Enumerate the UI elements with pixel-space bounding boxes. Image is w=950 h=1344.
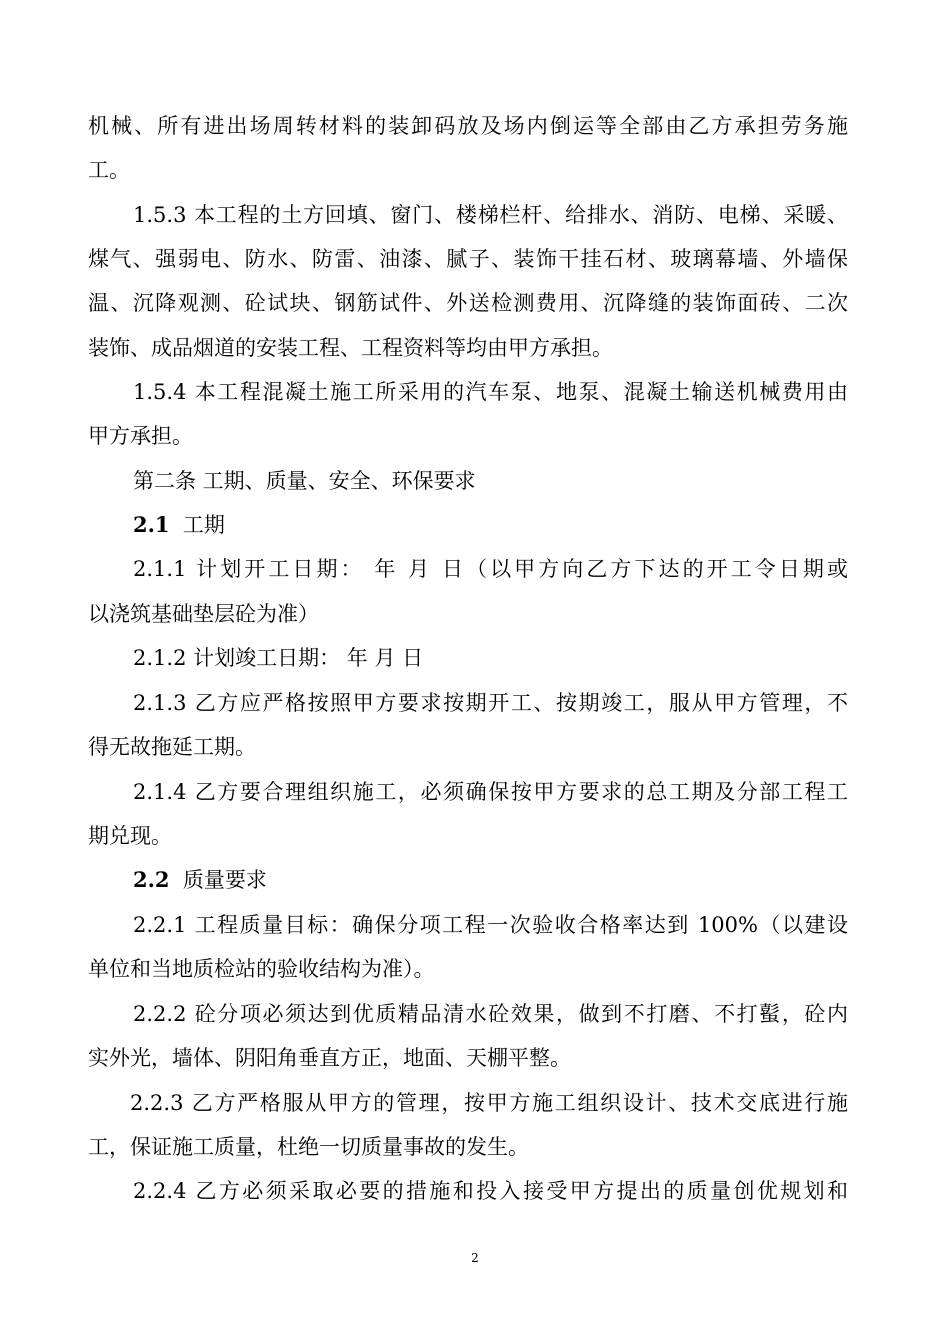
text-line: 2.2.4 乙方必须采取必要的措施和投入接受甲方提出的质量创优规划和 [133,1179,848,1203]
text-line: 单位和当地质检站的验收结构为准）。 [88,957,435,981]
text-line: 工。 [88,158,130,182]
text-line: 1.5.3 本工程的土方回填、窗门、楼梯栏杆、给排水、消防、电梯、采暖、 [133,203,848,227]
subsection-title: 质量要求 [182,868,267,892]
text-line: 2.1.1 计划开工日期： 年 月 日（以甲方向乙方下达的开工令日期或 [133,557,848,581]
text-line: 2.1.3 乙方应严格按照甲方要求按期开工、按期竣工，服从甲方管理，不 [133,691,848,715]
text-line: 装饰、成品烟道的安装工程、工程资料等均由甲方承担。 [88,336,613,360]
text-line: 2.2.1 工程质量目标：确保分项工程一次验收合格率达到 100%（以建设 [133,913,848,937]
text-line: 期兑现。 [88,824,172,848]
text-line: 1.5.4 本工程混凝土施工所采用的汽车泵、地泵、混凝土输送机械费用由 [133,380,848,404]
text-line: 煤气、强弱电、防水、防雷、油漆、腻子、装饰干挂石材、玻璃幕墙、外墙保 [88,247,848,271]
subsection-number: 2.1 [133,512,170,537]
subsection-number: 2.2 [133,867,170,892]
text-line: 以浇筑基础垫层砼为准） [88,602,319,626]
text-line: 工，保证施工质量，杜绝一切质量事故的发生。 [88,1135,529,1159]
text-line: 2.1.4 乙方要合理组织施工，必须确保按甲方要求的总工期及分部工程工 [133,780,848,804]
subsection-heading [133,511,848,539]
text-line: 甲方承担。 [88,424,193,448]
text-line: 实外光，墙体、阴阳角垂直方正，地面、天棚平整。 [88,1046,571,1070]
section-heading: 第二条 工期、质量、安全、环保要求 [133,469,476,493]
text-line: 机械、所有进出场周转材料的装卸码放及场内倒运等全部由乙方承担劳务施 [88,114,848,138]
subsection-heading [133,866,848,894]
text-line: 温、沉降观测、砼试块、钢筋试件、外送检测费用、沉降缝的装饰面砖、二次 [88,291,848,315]
text-line: 2.2.3 乙方严格服从甲方的管理，按甲方施工组织设计、技术交底进行施 [130,1091,848,1115]
text-line: 2.1.2 计划竣工日期： 年 月 日 [133,646,424,670]
text-line: 得无故拖延工期。 [88,735,256,759]
text-line: 2.2.2 砼分项必须达到优质精品清水砼效果，做到不打磨、不打蟚，砼内 [133,1002,848,1026]
page-number: 2 [471,1251,479,1265]
subsection-title: 工期 [182,513,225,537]
